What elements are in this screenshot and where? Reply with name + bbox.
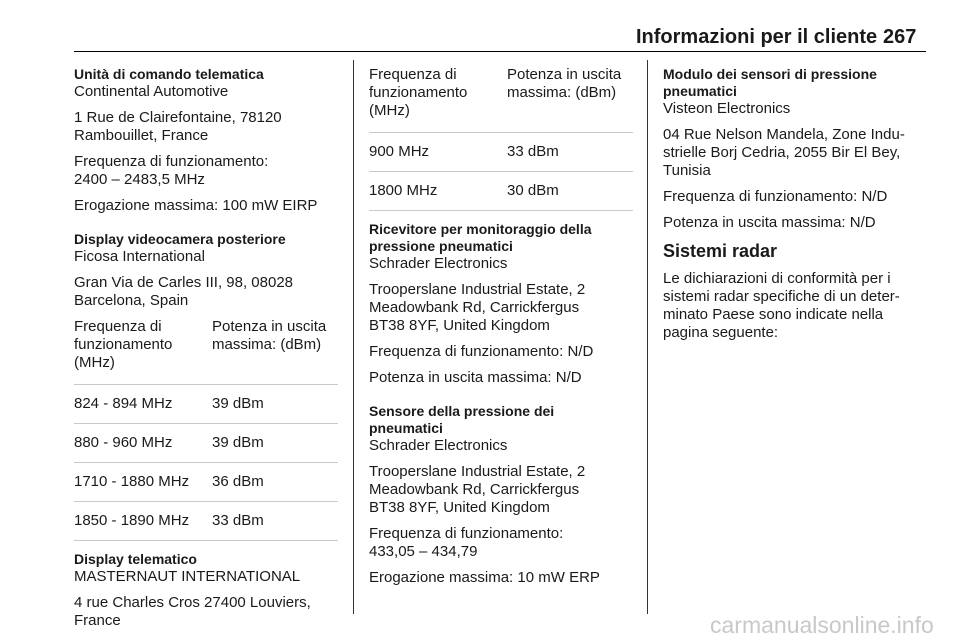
address: 04 Rue Nelson Mandela, Zone Indu- strielle Borj Cedria, 2055 Bir El Bey, Tunisia [663, 126, 905, 179]
header-title: Informazioni per il cliente [636, 26, 878, 48]
section-title: Sistemi radar [663, 241, 778, 261]
column-1 [74, 66, 338, 638]
section-heading: Display telematico [74, 551, 197, 567]
section-heading: Unità di comando telematica [74, 66, 264, 82]
power: Erogazione massima: 10 mW ERP [369, 569, 600, 586]
address: 4 rue Charles Cros 27400 Louviers, France [74, 594, 311, 629]
column-3 [663, 66, 927, 350]
power: Erogazione massima: 100 mW EIRP [74, 197, 318, 214]
table-header-cell: Potenza in uscita massima: (dBm) [212, 318, 327, 353]
section-telematics-display [74, 551, 338, 630]
address: Trooperslane Industrial Estate, 2 Meadowbank Rd, Carrickfergus BT38 8YF, United Kingdom [369, 281, 586, 334]
section-heading: Modulo dei sensori di pressione pneumatici [663, 66, 877, 99]
section-heading: Display videocamera posteriore [74, 231, 286, 247]
header-rule [74, 51, 926, 52]
table-row: 880 - 960 MHz 39 dBm [74, 424, 338, 463]
table-row: 1710 - 1880 MHz 36 dBm [74, 463, 338, 502]
table-row: 1800 MHz 30 dBm [369, 172, 633, 211]
section-tpms-module [663, 66, 927, 232]
frequency: Frequenza di funzionamento: N/D [663, 188, 888, 205]
frequency: Frequenza di funzionamento: 2400 – 2483,5 MHz [74, 153, 269, 188]
watermark: carmanualsonline.info [710, 612, 934, 638]
table-row: 1850 - 1890 MHz 33 dBm [74, 502, 338, 541]
manufacturer: MASTERNAUT INTERNATIONAL [74, 568, 301, 585]
table-header-cell: Frequenza di funzionamento (MHz) [369, 66, 468, 119]
table-header-cell: Frequenza di funzionamento (MHz) [74, 318, 173, 371]
section-tpms-receiver [369, 221, 633, 387]
frequency-table [74, 318, 338, 541]
column-divider-2 [647, 60, 648, 614]
table-header-cell: Potenza in uscita massima: (dBm) [507, 66, 622, 101]
section-heading: Ricevitore per monitoraggio della pressione pneumatici [369, 221, 592, 254]
table-header-row [369, 66, 633, 133]
power: Potenza in uscita massima: N/D [369, 369, 582, 386]
frequency-table [369, 66, 633, 211]
page-number: 267 [883, 26, 917, 48]
frequency: Frequenza di funzionamento: 433,05 – 434,79 [369, 525, 564, 560]
section-heading: Sensore della pressione dei pneumatici [369, 403, 555, 436]
column-2 [369, 66, 633, 595]
address: Gran Via de Carles III, 98, 08028 Barcelona, Spain [74, 274, 294, 309]
address: 1 Rue de Clairefontaine, 78120 Rambouillet, France [74, 109, 282, 144]
page-header [0, 0, 960, 52]
section-tire-pressure-sensor [369, 403, 633, 587]
manufacturer: Schrader Electronics [369, 437, 508, 454]
section-radar-systems [663, 240, 927, 342]
manufacturer: Visteon Electronics [663, 100, 791, 117]
table-row: 900 MHz 33 dBm [369, 133, 633, 172]
table-row: 824 - 894 MHz 39 dBm [74, 385, 338, 424]
frequency: Frequenza di funzionamento: N/D [369, 343, 594, 360]
column-divider-1 [353, 60, 354, 614]
manufacturer: Schrader Electronics [369, 255, 508, 272]
address: Trooperslane Industrial Estate, 2 Meadowbank Rd, Carrickfergus BT38 8YF, United Kingdom [369, 463, 586, 516]
paragraph: Le dichiarazioni di conformità per i sistemi radar specifiche di un deter- minato Paese sono indicate nella pagina seguente: [663, 270, 900, 341]
table-header-row [74, 318, 338, 385]
section-telematics-unit [74, 66, 338, 215]
manufacturer: Continental Automotive [74, 83, 229, 100]
manufacturer: Ficosa International [74, 248, 205, 265]
power: Potenza in uscita massima: N/D [663, 214, 876, 231]
section-rear-camera-display [74, 231, 338, 541]
